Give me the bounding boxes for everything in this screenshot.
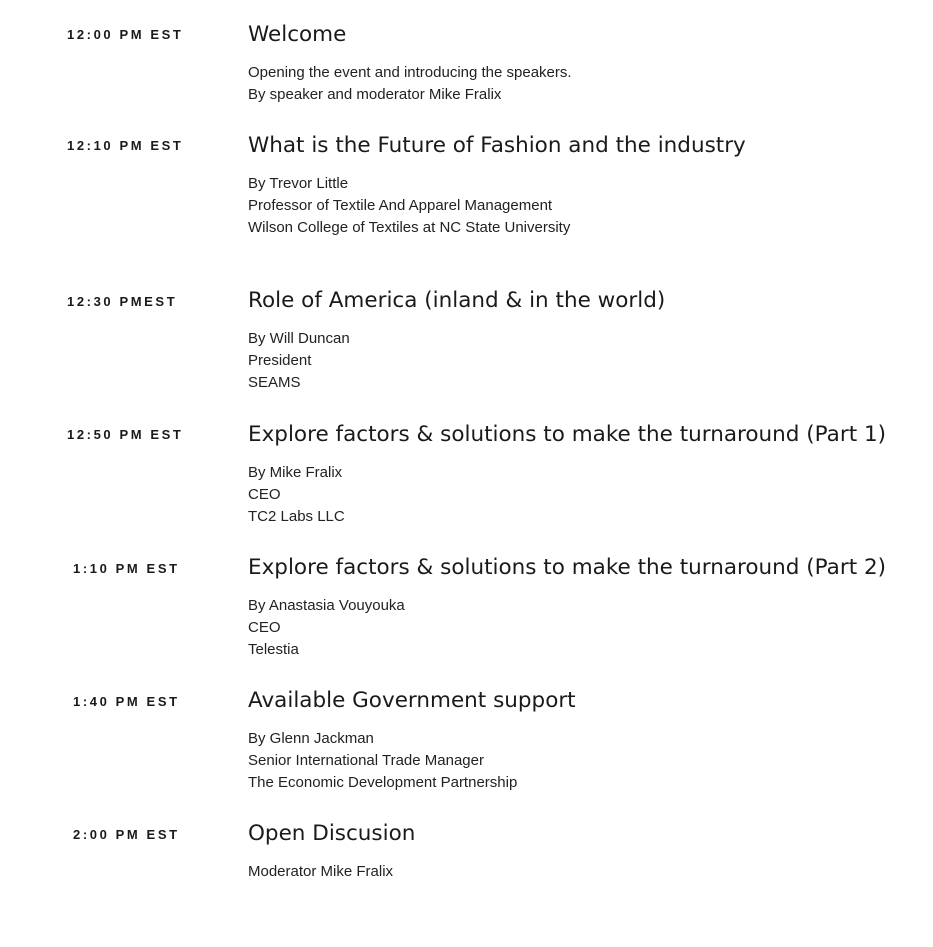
session-details <box>248 462 928 528</box>
session-content <box>248 422 928 528</box>
session-speaker: By Will Duncan <box>248 330 350 347</box>
session-time-text: 12:50 PM EST <box>67 427 184 442</box>
session-speaker-org: TC2 Labs LLC <box>248 508 345 525</box>
session-details <box>248 173 928 239</box>
session-speaker: By Glenn Jackman <box>248 730 374 747</box>
session-speaker-role: Senior International Trade Manager <box>248 752 484 769</box>
session-time-text: 12:30 PMEST <box>67 294 178 309</box>
session-title: What is the Future of Fashion and the industry <box>248 133 746 158</box>
session-title: Open Discusion <box>248 821 416 846</box>
session-time-text: 1:40 PM EST <box>73 694 180 709</box>
session-speaker-role: CEO <box>248 619 281 636</box>
session-speaker-role: President <box>248 352 312 369</box>
session-speaker: By Mike Fralix <box>248 464 343 481</box>
session-speaker-org: Wilson College of Textiles at NC State University <box>248 219 571 236</box>
session-content <box>248 555 928 661</box>
session-title: Available Government support <box>248 688 576 713</box>
session-time-text: 1:10 PM EST <box>73 561 180 576</box>
session-details <box>248 595 928 661</box>
session-title: Explore factors & solutions to make the turnaround (Part 2) <box>248 555 887 580</box>
session-speaker-org: SEAMS <box>248 374 301 391</box>
session-speaker: By speaker and moderator Mike Fralix <box>248 86 502 103</box>
session-content <box>248 288 928 394</box>
session-speaker-role: Professor of Textile And Apparel Management <box>248 197 553 214</box>
session-speaker: By Trevor Little <box>248 175 349 192</box>
session-time-text: 12:10 PM EST <box>67 138 184 153</box>
session-speaker-role: CEO <box>248 486 281 503</box>
session-details <box>248 861 928 883</box>
session-title: Explore factors & solutions to make the turnaround (Part 1) <box>248 422 887 447</box>
session-moderator: Moderator Mike Fralix <box>248 863 394 880</box>
session-content <box>248 821 928 883</box>
session-time-text: 2:00 PM EST <box>73 827 180 842</box>
session-details <box>248 328 928 394</box>
session-title: Role of America (inland & in the world) <box>248 288 666 313</box>
session-time-text: 12:00 PM EST <box>67 27 184 42</box>
session-speaker: By Anastasia Vouyouka <box>248 597 405 614</box>
session-details <box>248 728 928 794</box>
session-description: Opening the event and introducing the speakers. <box>248 64 572 81</box>
session-content <box>248 22 928 106</box>
session-content <box>248 133 928 239</box>
session-title: Welcome <box>248 22 347 47</box>
session-details <box>248 62 928 106</box>
session-speaker-org: The Economic Development Partnership <box>248 774 518 791</box>
session-speaker-org: Telestia <box>248 641 299 658</box>
session-content <box>248 688 928 794</box>
